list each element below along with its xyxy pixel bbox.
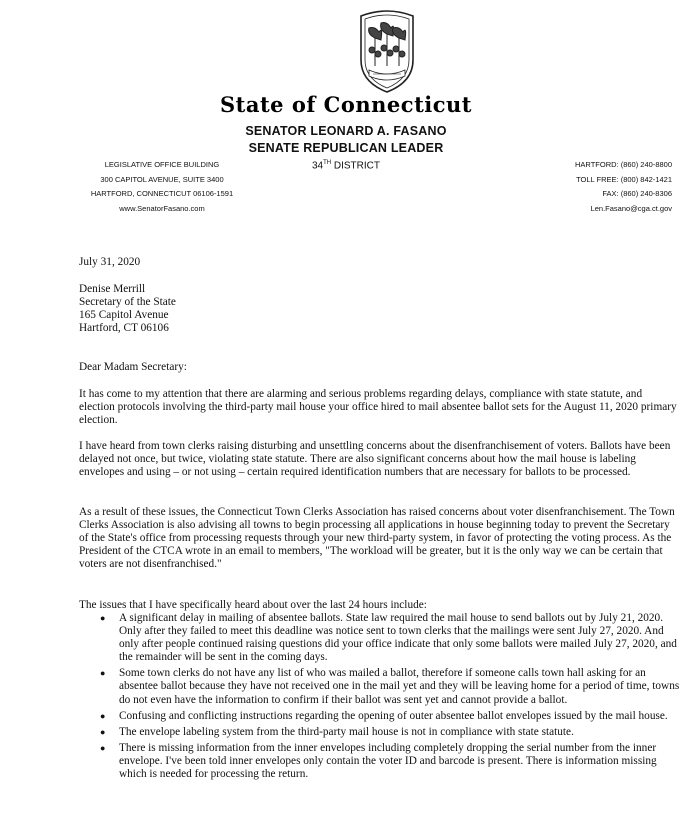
- letterhead-office-address: [82, 158, 242, 216]
- issue-text: Confusing and conflicting instructions regarding the opening of outer absentee ballot envelopes issued by the mail house.: [119, 709, 668, 722]
- letterhead-contact-info: [548, 158, 672, 216]
- recipient-line: Hartford, CT 06106: [79, 322, 169, 335]
- state-seal-icon: [355, 8, 419, 96]
- letterhead-state-title: State of Connecticut: [219, 92, 473, 117]
- website-link[interactable]: www.SenatorFasano.com: [119, 203, 205, 213]
- letterhead-senator-name: SENATOR LEONARD A. FASANO: [245, 124, 447, 138]
- issue-text: The envelope labeling system from the third-party mail house is not in compliance with state statute.: [119, 725, 574, 738]
- district-word: DISTRICT: [333, 160, 380, 172]
- phone-toll-free: TOLL FREE: (800) 842-1421: [576, 174, 672, 184]
- bullet-icon: ●: [100, 742, 106, 753]
- bullet-icon: ●: [100, 726, 106, 737]
- issue-item: [100, 667, 680, 706]
- bullet-icon: ●: [100, 710, 106, 721]
- issue-text: A significant delay in mailing of absentee ballots. State law required the mail house to send ballots out by July 21, 2020. Only after they failed to meet this deadline was notice sent to town clerks that the mailings were sent July 27, 2020. And only after people continued raising questions did your office indicate that only some ballots were mailed July 27, 2020, and the remainder will be sent in the coming days.: [119, 612, 677, 664]
- issue-text: Some town clerks do not have any list of who was mailed a ballot, therefore if someone calls town hall asking for an absentee ballot because they have not received one in the mail yet and they will be leaving home for a period of time, towns do not even have the information to confirm if their ballot was sent yet and cannot provide a ballot.: [119, 667, 680, 706]
- district-number: 34: [311, 160, 324, 172]
- issue-text: There is missing information from the inner envelopes including completely dropping the serial number from the inner envelope. I've been told inner envelopes only contain the voter ID and barcode is present. There is information missing which is needed for processing the return.: [119, 741, 657, 781]
- body-paragraph: It has come to my attention that there are alarming and serious problems regarding delays, compliance with state statute, and election protocols involving the third-party mail house your office hired to mail absentee ballot sets for the August 11, 2020 primary election.: [79, 388, 677, 427]
- salutation: Dear Madam Secretary:: [79, 361, 187, 373]
- address-line: 300 CAPITOL AVENUE, SUITE 3400: [100, 174, 224, 184]
- body-paragraph: I have heard from town clerks raising disturbing and unsettling concerns about the disenfranchisement of voters. Ballots have been delayed not once, but twice, violating state statute. There are also significant concerns about how the mail house is labeling envelopes and using – or not using – certain required identification numbers that are necessary for ballots to be processed.: [79, 440, 671, 479]
- fax-number: FAX: (860) 240-8306: [602, 189, 672, 198]
- issue-item: [100, 742, 680, 781]
- letter-date: July 31, 2020: [79, 256, 141, 268]
- issue-item: [100, 612, 680, 664]
- issue-item: [100, 726, 680, 739]
- recipient-line: 165 Capitol Avenue: [79, 309, 169, 322]
- address-line: HARTFORD, CONNECTICUT 06106-1591: [90, 189, 234, 198]
- issues-intro: The issues that I have specifically heard about over the last 24 hours include:: [79, 599, 427, 611]
- issues-list: [100, 612, 680, 784]
- body-paragraph: As a result of these issues, the Connecticut Town Clerks Association has raised concerns about voter disenfranchisement. The Town Clerks Association is also advising all towns to begin processing all applications in house beginning today to prevent the Secretary of the State's office from processing requests through your new third-party system, in favor of protecting the voting process. As the President of the CTCA wrote in an email to members, "The workload will be greater, but it is the only way we can be certain that voters are not disenfranchised.": [79, 506, 675, 571]
- email-link[interactable]: Len.Fasano@cga.ct.gov: [590, 203, 672, 213]
- phone-hartford: HARTFORD: (860) 240-8800: [575, 160, 672, 169]
- bullet-icon: ●: [100, 668, 106, 679]
- recipient-line: Denise Merrill: [79, 283, 146, 295]
- recipient-line: Secretary of the State: [79, 296, 176, 309]
- district-suffix: TH: [323, 160, 332, 166]
- issue-item: [100, 710, 680, 723]
- letterhead-senator-title: SENATE REPUBLICAN LEADER: [248, 141, 444, 155]
- address-line: LEGISLATIVE OFFICE BUILDING: [104, 160, 220, 169]
- recipient-block: [79, 283, 679, 335]
- bullet-icon: ●: [100, 613, 106, 623]
